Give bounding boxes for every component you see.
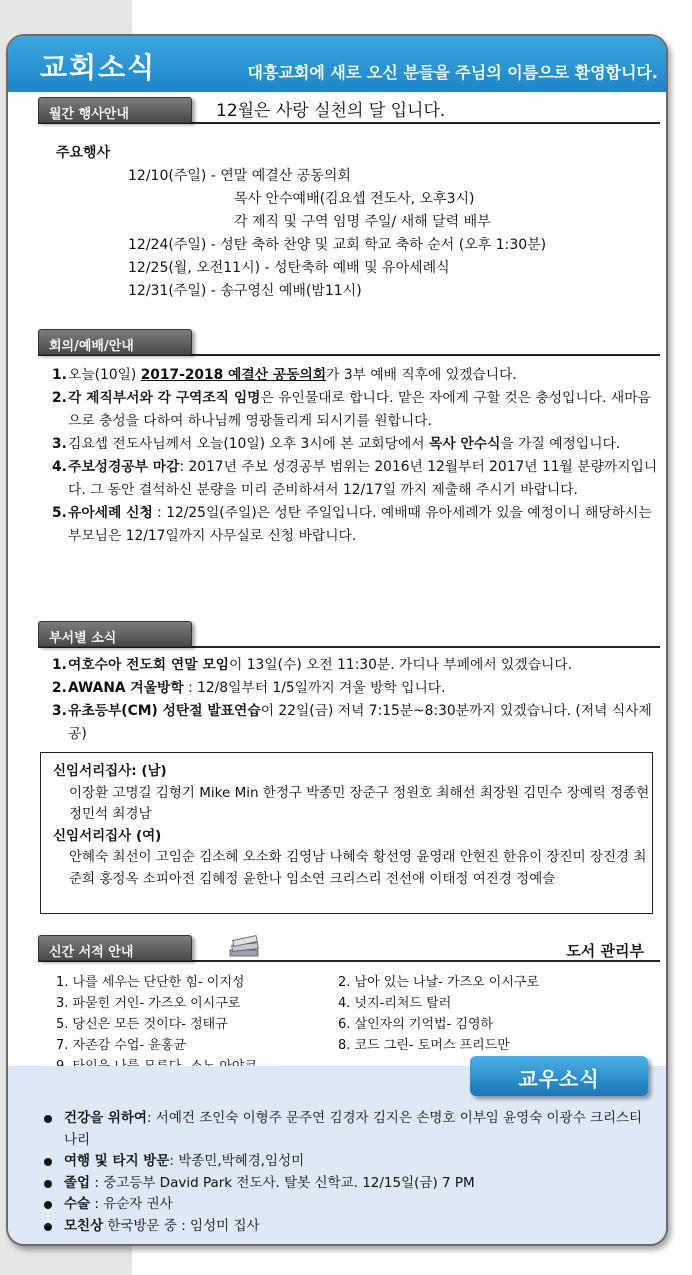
bullet-icon (44, 1158, 52, 1166)
header-banner (8, 36, 666, 92)
welcome-message: 대흥교회에 새로 오신 분들을 주님의 이름으로 환영합니다. (247, 63, 658, 82)
library-dept-label: 도서 관리부 (566, 942, 644, 960)
list-item: 수술 : 유순자 권사 (44, 1194, 654, 1216)
list-item: 2. AWANA 겨울방학 : 12/8일부터 1/5일까지 겨울 방학 입니다. (52, 680, 446, 696)
monthly-headline: 12월은 사랑 실천의 달 입니다. (216, 101, 446, 121)
monthly-subhead: 주요행사 (56, 145, 111, 161)
books-col-left (56, 972, 257, 1077)
monthly-tab: 월간 행사안내 (38, 97, 192, 123)
page-title: 교회소식 (40, 51, 157, 84)
event-line: 12/10(주일) - 연말 예결산 공동의회 (128, 168, 351, 184)
dept-section (8, 618, 668, 742)
meetings-section (8, 326, 668, 544)
monthly-body (56, 142, 656, 303)
meetings-list (52, 364, 658, 548)
dept-header (38, 618, 660, 648)
books-tab: 신간 서적 안내 (38, 935, 192, 961)
event-line: 목사 안수예배(김요셉 전도사, 오후3시) (234, 191, 475, 207)
list-item: 모친상 한국방문 중 : 임성미 집사 (44, 1216, 654, 1238)
list-item: 3. 김요셉 전도사님께서 오늘(10일) 오후 3시에 본 교회당에서 목사 안수식을 가질 예정입니다. (52, 436, 621, 452)
female-deacons-title: 신임서리집사 (여) (53, 827, 162, 844)
event-line: 12/24(주일) - 성탄 축하 찬양 및 교회 학교 축하 순서 (오후 1:30분) (128, 237, 547, 253)
list-item: 건강을 위하여: 서예건 조인숙 이형주 문주연 김경자 김지은 손명호 이부임 윤영숙 이광수 크리스티나리 (44, 1108, 654, 1151)
list-item: 졸업 : 중고등부 David Park 전도사. 탈봇 신학교. 12/15일(금) 7 PM (44, 1173, 654, 1195)
deacons-box (40, 752, 653, 914)
list-item: 1. 여호수아 전도회 연말 모임이 13일(수) 오전 11:30분. 가디나 부페에서 있겠습니다. (52, 657, 573, 673)
list-item: 1. 오늘(10일) 2017-2018 예결산 공동의회가 3부 예배 직후에 있겠습니다. (52, 367, 517, 383)
bullet-icon (44, 1115, 52, 1123)
members-section (8, 1066, 668, 1246)
meetings-tab: 회의/예배/안내 (38, 329, 192, 355)
list-item: 8. 코드 그린- 토머스 프리드만 (338, 1038, 510, 1053)
books-section (8, 932, 668, 1053)
male-deacons-title: 신임서리집사: (남) (53, 763, 167, 779)
list-item: 2. 남아 있는 나날- 가즈오 이시구로 (338, 975, 540, 990)
monthly-header (38, 94, 660, 124)
event-line: 12/31(주일) - 송구영신 예배(밤11시) (128, 283, 362, 299)
list-item: 5. 당신은 모든 것이다- 정태규 (56, 1017, 228, 1032)
event-line: 각 제직 및 구역 임명 주일/ 새해 달력 배부 (234, 214, 491, 230)
dept-tab: 부서별 소식 (38, 621, 192, 647)
dept-list (52, 654, 658, 746)
list-item: 1. 나를 세우는 단단한 힘- 이지성 (56, 975, 245, 990)
monthly-section (8, 94, 668, 299)
list-item: 4. 넛지-리처드 탈러 (338, 996, 452, 1011)
books-stack-icon (228, 934, 262, 960)
meetings-header (38, 326, 660, 356)
list-item: 4. 주보성경공부 마감: 2017년 주보 성경공부 범위는 2016년 12월부터 2017년 11월 분량까지입니다. 그 동안 결석하신 분량을 미리 준비하셔서 12/17일 까지 제출해 주시기 바랍니다. (52, 459, 658, 498)
bullet-icon (44, 1223, 52, 1231)
male-deacons-names: 이장환 고명길 김형기 Mike Min 한정구 박종민 장준구 정원호 최해선 최장원 김민수 장예릭 정종현 정민석 최경남 (69, 784, 650, 822)
female-deacons-names: 안혜숙 최선이 고임순 김소혜 오소화 김영남 나혜숙 황선영 윤영래 안현진 한유이 장진미 장진경 최준희 홍정옥 소피아전 김혜정 윤한나 임소연 크리스리 전선애 이태정 여진경 정예슬 (69, 849, 647, 887)
bullet-icon (44, 1180, 52, 1188)
books-col-right (338, 972, 539, 1056)
members-tab: 교우소식 (470, 1056, 648, 1096)
bulletin-card (6, 34, 668, 1246)
books-header (38, 932, 660, 962)
list-item: 2. 각 제직부서와 각 구역조직 임명은 유인물대로 합니다. 맡은 자에게 구할 것은 충성입니다. 새마음으로 충성을 다하여 하나님께 영광돌리게 되시기를 원합니다. (52, 390, 651, 429)
list-item: 여행 및 타지 방문: 박종민,박혜경,임성미 (44, 1151, 654, 1173)
members-list (44, 1108, 654, 1237)
list-item: 3. 유초등부(CM) 성탄절 발표연습이 22일(금) 저녁 7:15분~8:30분까지 있겠습니다. (저녁 식사제공) (52, 703, 652, 742)
list-item: 3. 파묻힌 거인- 가즈오 이시구로 (56, 996, 241, 1011)
bullet-icon (44, 1201, 52, 1209)
event-line: 12/25(월, 오전11시) - 성탄축하 예배 및 유아세례식 (128, 260, 450, 276)
list-item: 7. 자존감 수업- 윤홍균 (56, 1038, 186, 1053)
list-item: 5. 유아세례 신청 : 12/25일(주일)은 성탄 주일입니다. 예배때 유아세례가 있을 예정이니 해당하시는 부모님은 12/17일까지 사무실로 신청 바랍니다. (52, 505, 652, 544)
list-item: 6. 살인자의 기억법- 김영하 (338, 1017, 494, 1032)
